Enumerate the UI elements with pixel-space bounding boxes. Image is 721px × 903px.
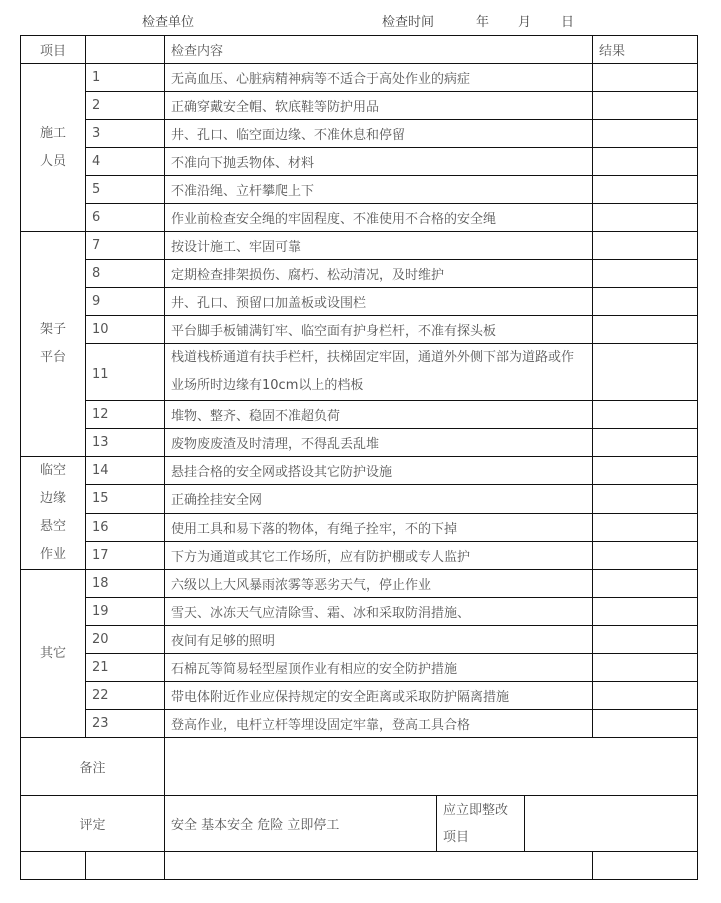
result-cell[interactable] — [593, 654, 698, 682]
item-content: 夜间有足够的照明 — [165, 626, 593, 654]
item-number: 18 — [86, 570, 165, 598]
result-cell[interactable] — [593, 570, 698, 598]
rectify-items-label — [437, 796, 525, 852]
blank-cell[interactable] — [21, 852, 86, 880]
result-cell[interactable] — [593, 710, 698, 738]
item-number: 23 — [86, 710, 165, 738]
result-cell[interactable] — [593, 513, 698, 541]
category-line: 临空 — [39, 463, 66, 478]
table-row — [21, 710, 698, 738]
inspection-checklist-table — [20, 35, 698, 880]
table-row — [21, 401, 698, 429]
item-number: 9 — [86, 288, 165, 316]
category-line: 架子 — [39, 322, 66, 337]
result-cell[interactable] — [593, 92, 698, 120]
table-row — [21, 316, 698, 344]
result-cell[interactable] — [593, 232, 698, 260]
category-line: 作业 — [39, 547, 66, 562]
rectify-items-field[interactable] — [525, 796, 698, 852]
result-cell[interactable] — [593, 176, 698, 204]
item-content: 废物废废渣及时清理，不得乱丢乱堆 — [165, 429, 593, 457]
result-cell[interactable] — [593, 148, 698, 176]
table-row — [21, 232, 698, 260]
item-number: 15 — [86, 485, 165, 513]
item-number: 19 — [86, 598, 165, 626]
column-header-item: 项目 — [21, 36, 86, 64]
item-number: 7 — [86, 232, 165, 260]
result-cell[interactable] — [593, 260, 698, 288]
item-content: 悬挂合格的安全网或搭设其它防护设施 — [165, 457, 593, 485]
item-content: 无高血压、心脏病精神病等不适合于高处作业的病症 — [165, 64, 593, 92]
item-content: 不准沿绳、立杆攀爬上下 — [165, 176, 593, 204]
table-row — [21, 176, 698, 204]
item-number: 17 — [86, 541, 165, 569]
result-cell[interactable] — [593, 64, 698, 92]
item-content: 正确穿戴安全帽、软底鞋等防护用品 — [165, 92, 593, 120]
item-number: 21 — [86, 654, 165, 682]
result-cell[interactable] — [593, 401, 698, 429]
month-label: 月 — [518, 15, 532, 30]
item-content: 井、孔口、预留口加盖板或设围栏 — [165, 288, 593, 316]
result-cell[interactable] — [593, 682, 698, 710]
category-line: 人员 — [39, 153, 66, 169]
item-number: 3 — [86, 120, 165, 148]
remarks-field[interactable] — [165, 738, 698, 796]
table-row — [21, 485, 698, 513]
item-number: 12 — [86, 401, 165, 429]
day-label: 日 — [561, 15, 575, 30]
item-number: 6 — [86, 204, 165, 232]
result-cell[interactable] — [593, 120, 698, 148]
item-content: 登高作业，电杆立杆等埋设固定牢靠，登高工具合格 — [165, 710, 593, 738]
blank-row — [21, 852, 698, 880]
table-row — [21, 598, 698, 626]
rectify-label-line1: 应立即整改 — [443, 803, 509, 818]
item-content: 六级以上大风暴雨浓雾等恶劣天气，停止作业 — [165, 570, 593, 598]
item-content: 作业前检查安全绳的牢固程度、不准使用不合格的安全绳 — [165, 204, 593, 232]
result-cell[interactable] — [593, 316, 698, 344]
item-number: 8 — [86, 260, 165, 288]
result-cell[interactable] — [593, 344, 698, 401]
item-number: 10 — [86, 316, 165, 344]
table-row — [21, 288, 698, 316]
blank-cell[interactable] — [165, 852, 593, 880]
item-content: 石棉瓦等简易轻型屋顶作业有相应的安全防护措施 — [165, 654, 593, 682]
year-label: 年 — [476, 15, 490, 30]
item-content: 带电体附近作业应保持规定的安全距离或采取防护隔离措施 — [165, 682, 593, 710]
table-row — [21, 626, 698, 654]
table-row — [21, 92, 698, 120]
item-content: 堆物、整齐、稳固不准超负荷 — [165, 401, 593, 429]
column-header-content: 检查内容 — [165, 36, 593, 64]
form-header — [0, 11, 721, 29]
result-cell[interactable] — [593, 598, 698, 626]
item-content: 使用工具和易下落的物体，有绳子拴牢，不的下掉 — [165, 513, 593, 541]
category-other — [21, 570, 86, 738]
table-row — [21, 429, 698, 457]
category-line: 边缘 — [39, 491, 66, 506]
item-number: 14 — [86, 457, 165, 485]
item-content: 下方为通道或其它工作场所，应有防护棚或专人监护 — [165, 541, 593, 569]
category-scaffold-platform — [21, 232, 86, 457]
table-row — [21, 260, 698, 288]
item-number: 13 — [86, 429, 165, 457]
item-number: 11 — [86, 344, 165, 401]
table-row — [21, 344, 698, 401]
item-content: 雪天、冰冻天气应清除雪、霜、冰和采取防涓措施、 — [165, 598, 593, 626]
item-content: 定期检查排架损伤、腐朽、松动清况，及时维护 — [165, 260, 593, 288]
item-number: 22 — [86, 682, 165, 710]
item-number: 20 — [86, 626, 165, 654]
remarks-row — [21, 738, 698, 796]
evaluation-row — [21, 796, 698, 852]
category-line: 悬空 — [39, 519, 66, 534]
remarks-label: 备注 — [21, 738, 165, 796]
result-cell[interactable] — [593, 204, 698, 232]
item-content: 正确拴挂安全网 — [165, 485, 593, 513]
rectify-label-line2: 项目 — [443, 830, 470, 845]
table-row — [21, 204, 698, 232]
item-content: 不准向下抛丢物体、材料 — [165, 148, 593, 176]
table-row — [21, 541, 698, 569]
inspection-time-label: 检查时间 — [382, 15, 435, 30]
category-construction-personnel — [21, 64, 86, 232]
evaluation-label: 评定 — [21, 796, 165, 852]
table-row — [21, 682, 698, 710]
table-row — [21, 570, 698, 598]
table-row — [21, 513, 698, 541]
result-cell[interactable] — [593, 288, 698, 316]
category-line: 其它 — [39, 645, 66, 661]
blank-cell[interactable] — [86, 852, 165, 880]
item-content: 按设计施工、牢固可靠 — [165, 232, 593, 260]
category-edge-suspended-work — [21, 457, 86, 570]
item-content: 栈道栈桥通道有扶手栏杆，扶梯固定牢固，通道外外侧下部为道路或作业场所时边缘有10cm以上的档板 — [165, 344, 593, 401]
item-number: 4 — [86, 148, 165, 176]
evaluation-options[interactable]: 安全 基本安全 危险 立即停工 — [165, 796, 437, 852]
item-content: 井、孔口、临空面边缘、不准休息和停留 — [165, 120, 593, 148]
table-row — [21, 457, 698, 485]
inspection-unit-label: 检查单位 — [142, 15, 195, 30]
table-row — [21, 654, 698, 682]
table-header-row — [21, 36, 698, 64]
item-number: 16 — [86, 513, 165, 541]
category-line: 平台 — [39, 350, 66, 365]
column-header-number — [86, 36, 165, 64]
table-row — [21, 64, 698, 92]
category-line: 施工 — [39, 125, 66, 141]
table-row — [21, 120, 698, 148]
item-content: 平台脚手板铺满钉牢、临空面有护身栏杆，不准有探头板 — [165, 316, 593, 344]
item-number: 5 — [86, 176, 165, 204]
result-cell[interactable] — [593, 429, 698, 457]
column-header-result: 结果 — [593, 36, 698, 64]
blank-cell[interactable] — [593, 852, 698, 880]
table-row — [21, 148, 698, 176]
item-number: 2 — [86, 92, 165, 120]
result-cell[interactable] — [593, 485, 698, 513]
item-number: 1 — [86, 64, 165, 92]
result-cell[interactable] — [593, 457, 698, 485]
result-cell[interactable] — [593, 541, 698, 569]
result-cell[interactable] — [593, 626, 698, 654]
